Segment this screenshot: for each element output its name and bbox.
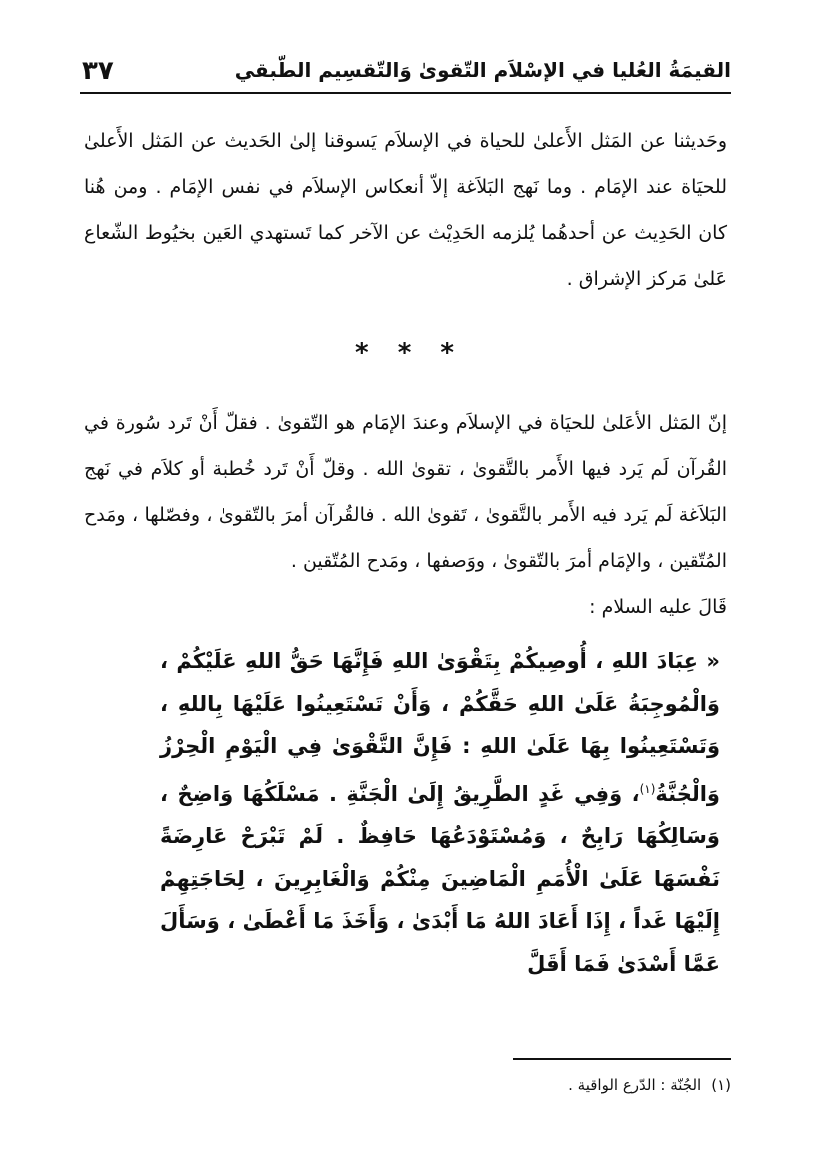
quote-text-part-2: ، وَفِي غَدٍ الطَّرِيقُ إِلَىٰ الْجَنَّةِ . مَسْلَكُهَا وَاضِحٌ ، وَسَالِكُهَا رَابِحٌ ، وَمُسْتَوْدَعُهَا حَافِظٌ . لَمْ تَبْرَحْ عَارِضَةً نَفْسَهَا عَلَىٰ الْأُمَمِ الْمَاضِينَ مِنْكُمْ وَالْغَابِرِينَ ، لِحَاجَتِهِمْ إِلَيْهَا غَداً ، إِذَا أَعَادَ اللهُ مَا أَبْدَىٰ ، وَأَخَذَ مَا أَعْطَىٰ ، وَسَأَلَ عَمَّا أَسْدَىٰ فَمَا أَقَلَّ [160,781,720,976]
quote-text-part-1: « عِبَادَ اللهِ ، أُوصِيكُمْ بِتَقْوَىٰ اللهِ فَإِنَّهَا حَقُّ اللهِ عَلَيْكُمْ ، وَالْمُوجِبَةُ عَلَىٰ اللهِ حَقَّكُمْ ، وَأَنْ تَسْتَعِينُوا عَلَيْهَا بِاللهِ ، وَتَسْتَعِينُوا بِهَا عَلَىٰ اللهِ : فَإِنَّ التَّقْوَىٰ فِي الْيَوْمِ الْحِرْزُ وَالْجُنَّةُ [160,649,720,806]
footnote-divider [513,1058,731,1060]
body-paragraph-1: وحَديثنا عن المَثل الأَعلىٰ للحياة في الإسلاَم يَسوقنا إلىٰ الحَديث عن المَثل الأَعلىٰ للحيَاة عند الإمَام . وما نَهج البَلاَغة إلاّ أنعكاس الإسلاَم في نفس الإمَام . ومن هُنا كان الحَدِيث عن أحدهُما يُلزمه الحَدِيْث عن الآخر كما تَستهدي العَين بخيُوط الشّعاع عَلىٰ مَركز الإشراق . [84,130,727,290]
page-number: ٣٧ [82,56,114,86]
footnote-reference[interactable]: (١) [639,781,656,796]
running-title: القيمَةُ العُليا في الإسْلاَم التّقوىٰ وَالتّقسِيم الطّبقي [234,58,731,82]
footnote [568,1076,731,1094]
body-paragraph-2: إنّ المَثل الأعَلىٰ للحيَاة في الإسلاَم وعندَ الإمَام هو التّقوىٰ . فقلّ أَنْ تَرد سُورة في القُرآن لَم يَرد فيها الأَمر بالتَّقوىٰ ، تقوىٰ الله . وقلّ أَنْ تَرد خُطبة أو كلاَم في نَهج البَلاَغة لَم يَرد فيه الأَمر بالتَّقوىٰ ، تَقوىٰ الله . فالقُرآن أمرَ بالتّقوىٰ ، وفصّلها ، ومَدح المُتّقين ، والإمَام أمرَ بالتّقوىٰ ، ووَصفها ، ومَدح المُتّقين . [84,412,727,572]
footnote-number: (١) [711,1076,731,1094]
footnote-text: الجُنّة : الدّرع الواقية . [568,1076,702,1094]
header-divider [80,92,731,94]
quoted-sermon [160,640,720,985]
section-separator: * * * [355,338,464,368]
running-header [80,52,731,92]
quote-intro: قَالَ عليه السلام : [589,596,727,618]
